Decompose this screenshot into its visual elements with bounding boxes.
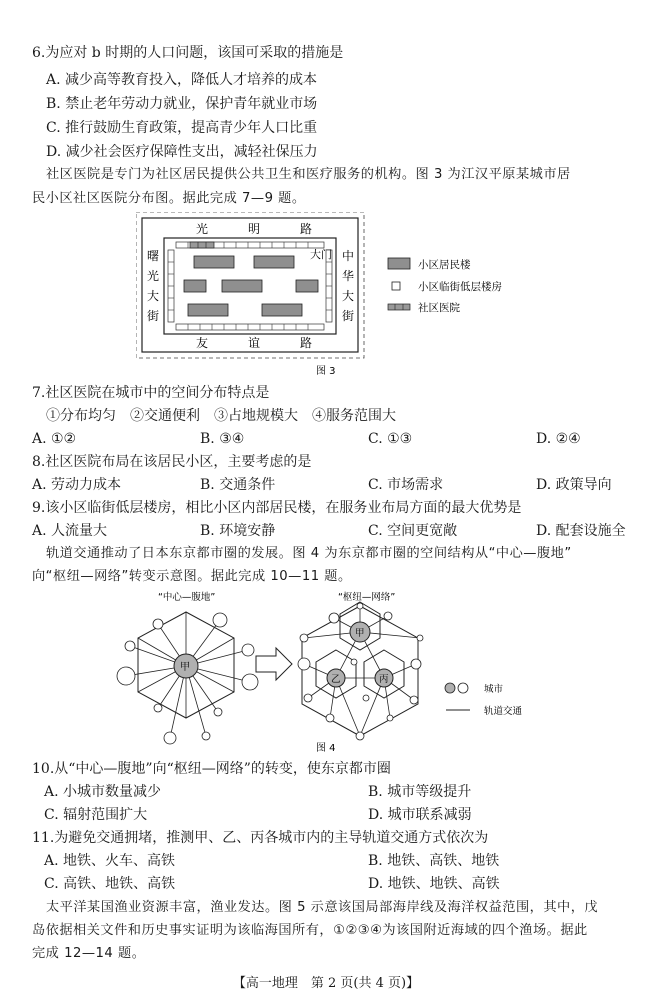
legend-lowrise-label: 小区临街低层楼房 — [418, 281, 502, 293]
q7-items: ①分布均匀 ②交通便利 ③占地规模大 ④服务范围大 — [46, 408, 396, 424]
fig4-city-yi: 乙 — [331, 674, 341, 685]
q8-option-c: C. 市场需求 — [368, 477, 444, 493]
q9-option-c: C. 空间更宽敞 — [368, 523, 458, 539]
road-left-char-3: 大 — [147, 289, 160, 303]
q7-option-c: C. ①③ — [368, 431, 413, 447]
fig4-arrow-icon — [256, 648, 292, 680]
q8-stem: 8.社区医院布局在该居民小区，主要考虑的是 — [32, 454, 312, 470]
intro3-line1: 太平洋某国渔业资源丰富，渔业发达。图 5 示意该国局部海岸线及海洋权益范围，其中，戊 — [46, 900, 599, 915]
road-left-char-4: 街 — [147, 309, 160, 323]
road-right-char-1: 中 — [342, 249, 355, 263]
q11-option-a: A. 地铁、火车、高铁 — [44, 853, 176, 869]
q6-option-c: C. 推行鼓励生育政策，提高青少年人口比重 — [46, 120, 318, 136]
q7-stem: 7.社区医院在城市中的空间分布特点是 — [32, 385, 270, 401]
page-footer: 【高一地理 第 2 页(共 4 页)】 — [232, 976, 420, 991]
figure-3-caption: 图 3 — [316, 366, 336, 377]
road-right-char-2: 华 — [342, 269, 355, 283]
fig4-legend-city-icon — [445, 683, 468, 693]
fig4-centre-hinterland — [117, 612, 258, 744]
residential-buildings — [184, 256, 318, 316]
q8-option-b: B. 交通条件 — [200, 477, 276, 493]
q11-option-b: B. 地铁、高铁、地铁 — [368, 853, 500, 869]
figure-4-diagram — [108, 588, 548, 756]
q10-option-a: A. 小城市数量减少 — [44, 784, 162, 800]
q8-option-a: A. 劳动力成本 — [32, 477, 122, 493]
fig4-left-city-jia: 甲 — [180, 662, 190, 673]
q6-option-a: A. 减少高等教育投入，降低人才培养的成本 — [46, 72, 318, 88]
road-bottom-char-2: 谊 — [248, 336, 261, 350]
road-top-char-3: 路 — [300, 222, 313, 236]
road-left-char-2: 光 — [147, 269, 160, 283]
q11-stem: 11.为避免交通拥堵，推测甲、乙、丙各城市内的主导轨道交通方式依次为 — [32, 830, 489, 846]
figure-4-caption: 图 4 — [316, 743, 336, 754]
community-hospital — [190, 242, 214, 248]
legend-hospital-label: 社区医院 — [418, 302, 460, 314]
legend-lowrise-swatch — [392, 282, 400, 290]
q9-option-d: D. 配套设施全 — [536, 523, 626, 539]
figure-3-map — [136, 212, 526, 382]
legend-hospital-swatch — [388, 304, 410, 310]
q10-stem: 10.从“中心—腹地”向“枢纽—网络”的转变，使东京都市圈 — [32, 761, 391, 777]
fig4-legend-rail-label: 轨道交通 — [484, 706, 523, 717]
road-left-char-1: 曙 — [147, 249, 160, 263]
intro1-line1: 社区医院是专门为社区居民提供公共卫生和医疗服务的机构。图 3 为江汉平原某城市居 — [46, 167, 571, 182]
road-top-char-1: 光 — [196, 222, 209, 236]
road-right-char-3: 大 — [342, 289, 355, 303]
q6-stem: 6.为应对 b 时期的人口问题，该国可采取的措施是 — [32, 45, 344, 61]
intro3-line3: 完成 12—14 题。 — [32, 946, 146, 961]
fig4-legend-city-label: 城市 — [484, 684, 504, 695]
legend-residential-swatch — [388, 258, 410, 269]
q9-stem: 9.该小区临街低层楼房，相比小区内部居民楼，在服务业布局方面的最大优势是 — [32, 500, 522, 516]
road-bottom-char-3: 路 — [300, 336, 313, 350]
q6-option-b: B. 禁止老年劳动力就业，保护青年就业市场 — [46, 96, 318, 112]
q10-option-c: C. 辐射范围扩大 — [44, 807, 148, 823]
fig4-label-right: “枢纽—网络” — [338, 592, 396, 603]
intro2-line2: 向“枢纽—网络”转变示意图。据此完成 10—11 题。 — [32, 569, 352, 584]
q6-option-d: D. 减少社会医疗保障性支出，减轻社保压力 — [46, 144, 318, 160]
q7-option-d: D. ②④ — [536, 431, 581, 447]
q10-option-d: D. 城市联系减弱 — [368, 807, 472, 823]
intro3-line2: 岛依据相关文件和历史事实证明为该临海国所有，①②③④为该国附近海域的四个渔场。据此 — [32, 923, 588, 938]
q11-option-d: D. 地铁、地铁、高铁 — [368, 876, 500, 892]
q8-option-d: D. 政策导向 — [536, 477, 612, 493]
road-right-char-4: 街 — [342, 309, 355, 323]
q7-option-a: A. ①② — [32, 431, 77, 447]
intro1-line2: 民小区社区医院分布图。据此完成 7—9 题。 — [32, 191, 306, 206]
road-bottom-char-1: 友 — [196, 336, 209, 350]
q9-option-a: A. 人流量大 — [32, 523, 108, 539]
q11-option-c: C. 高铁、地铁、高铁 — [44, 876, 176, 892]
q9-option-b: B. 环境安静 — [200, 523, 276, 539]
fig4-city-jia: 甲 — [355, 628, 365, 639]
fig4-label-left: “中心—腹地” — [158, 592, 216, 603]
fig4-hub-network — [298, 602, 423, 740]
q10-option-b: B. 城市等级提升 — [368, 784, 472, 800]
road-top-char-2: 明 — [248, 222, 261, 236]
fig4-city-bing: 丙 — [379, 674, 389, 685]
gate-label: 大门 — [310, 248, 332, 261]
q7-option-b: B. ③④ — [200, 431, 245, 447]
intro2-line1: 轨道交通推动了日本东京都市圈的发展。图 4 为东京都市圈的空间结构从“中心—腹地” — [46, 546, 572, 561]
legend-residential-label: 小区居民楼 — [418, 259, 471, 271]
